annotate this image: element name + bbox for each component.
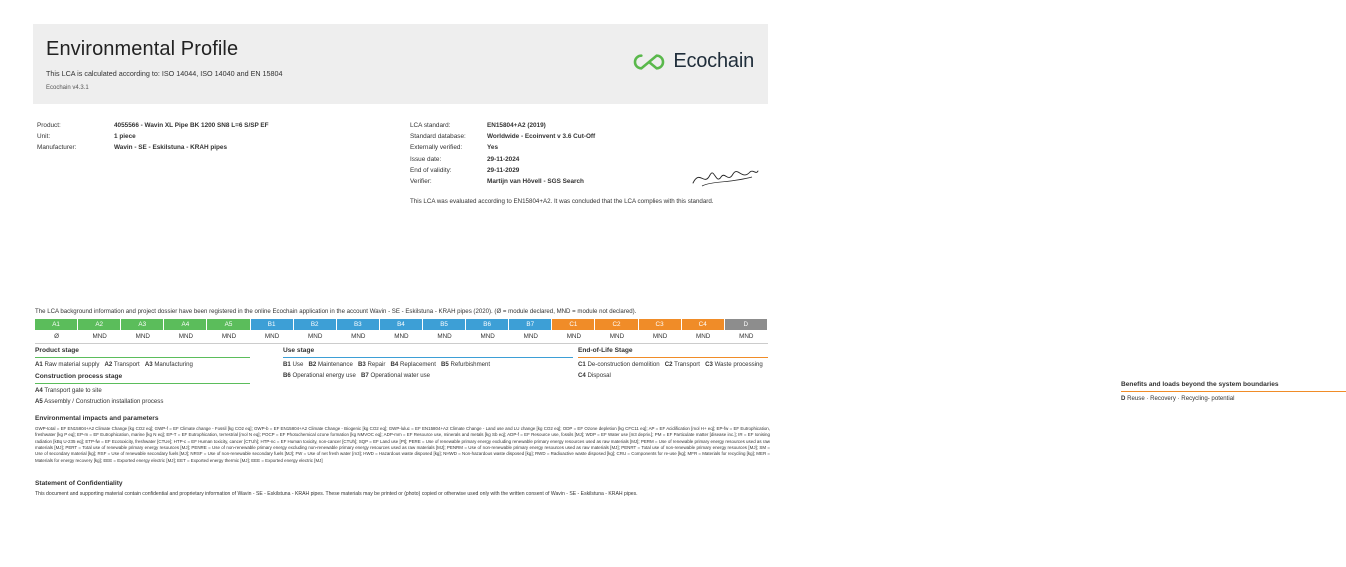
confidentiality-title: Statement of Confidentiality: [35, 480, 123, 487]
module-value-b4: MND: [394, 333, 409, 340]
stage-code: A2: [104, 360, 113, 368]
stage-code: A3: [144, 360, 153, 368]
module-table: [35, 319, 768, 344]
meta-value: Yes: [487, 144, 499, 152]
module-header-c2: C2: [595, 319, 638, 330]
module-header-d: D: [725, 319, 768, 330]
app-version-label: Ecochain v4.3.1: [46, 85, 89, 91]
module-value-c4: MND: [696, 333, 711, 340]
benefits-line: [1121, 395, 1346, 403]
stage-text: Waste processing: [714, 360, 763, 368]
product-stage-title: Product stage: [35, 347, 250, 358]
stage-text: Operational energy use: [292, 371, 356, 379]
module-value-b2: MND: [308, 333, 323, 340]
use-stage-line: [283, 372, 573, 380]
module-value-b6: MND: [480, 333, 495, 340]
meta-value: 1 piece: [114, 133, 136, 141]
module-header-b7: B7: [509, 319, 552, 330]
use-stage-title: Use stage: [283, 347, 573, 358]
stage-text: Manufacturing: [154, 360, 193, 368]
module-header-b6: B6: [466, 319, 509, 330]
meta-label: Manufacturer:: [37, 144, 77, 152]
stage-code: B6: [283, 371, 291, 379]
stage-text: Repair: [367, 360, 386, 368]
meta-row: [37, 122, 367, 129]
module-value-b5: MND: [437, 333, 452, 340]
meta-value: Wavin - SE - Eskilstuna - KRAH pipes: [114, 144, 228, 152]
meta-value: EN15804+A2 (2019): [487, 122, 546, 129]
meta-row: [410, 133, 770, 140]
stage-text: Disposal: [587, 371, 611, 379]
meta-label: LCA standard:: [410, 122, 451, 129]
stage-text: Assembly / Construction installation process: [44, 397, 164, 405]
stage-code: C3: [705, 360, 713, 368]
eol-stage-title: End-of-Life Stage: [578, 347, 768, 358]
header-subtitle: This LCA is calculated according to: ISO 14044, ISO 14040 and EN 15804: [46, 69, 283, 78]
meta-label: Externally verified:: [410, 144, 463, 152]
meta-row: [410, 144, 770, 151]
stage-text: Transport: [113, 360, 140, 368]
confidentiality-body: This document and supporting material contain confidential and proprietary information of Wavin - SE - Eskilstuna - KRAH pipes. These materials may be printed or (photo) copied or otherwise used only with the written consent of Wavin - SE - Eskilstuna - KRAH pipes.: [35, 491, 638, 497]
eol-stage-line: [578, 361, 768, 369]
stage-code: B4: [390, 360, 399, 368]
stage-code: B5: [440, 360, 449, 368]
infinity-loop-icon: [632, 52, 666, 72]
stage-code: D: [1121, 394, 1126, 402]
construction-stage-line: [35, 398, 250, 406]
stage-legend: [35, 347, 1279, 407]
meta-value: 29-11-2024: [487, 155, 520, 163]
stage-code: A5: [35, 397, 43, 405]
module-header-c3: C3: [639, 319, 682, 330]
registration-note: The LCA background information and project dossier have been registered in the online Ecochain application in the account Wavin - SE - Eskilstuna - KRAH pipes (2020). (Ø = module declared, MND = module not declared).: [35, 308, 637, 315]
stage-code: C1: [578, 360, 586, 368]
meta-row: [410, 122, 770, 129]
module-value-a1: Ø: [54, 333, 59, 340]
product-stage-block: [35, 347, 250, 405]
meta-row: [37, 133, 367, 140]
module-value-b3: MND: [351, 333, 366, 340]
meta-label: Issue date:: [410, 155, 442, 163]
meta-row: [37, 144, 367, 151]
stage-text: De-construction demolition: [587, 360, 660, 368]
module-header-b4: B4: [380, 319, 423, 330]
construction-stage-title: Construction process stage: [35, 373, 250, 384]
benefits-title: Benefits and loads beyond the system boundaries: [1121, 381, 1346, 392]
module-value-a2: MND: [92, 333, 107, 340]
stage-text: Operational water use: [370, 371, 431, 379]
page-title: Environmental Profile: [46, 38, 239, 60]
module-value-a3: MND: [135, 333, 150, 340]
meta-label: Unit:: [37, 133, 51, 141]
module-value-c2: MND: [609, 333, 625, 340]
brand-name: Ecochain: [673, 50, 754, 72]
stage-code: B7: [360, 371, 369, 379]
module-header-c4: C4: [682, 319, 725, 330]
module-header-a5: A5: [207, 319, 250, 330]
benefits-block: [1121, 381, 1346, 406]
stage-text: Transport: [674, 360, 700, 368]
module-value-b1: MND: [264, 333, 280, 340]
meta-label: End of validity:: [410, 166, 452, 174]
stage-text: Transport gate to site: [44, 386, 102, 394]
module-header-b3: B3: [337, 319, 380, 330]
stage-code: B3: [357, 360, 366, 368]
stage-code: B2: [308, 360, 317, 368]
meta-label: Verifier:: [410, 177, 432, 185]
meta-value: Worldwide - Ecoinvent v 3.6 Cut-Off: [487, 133, 596, 141]
environmental-impacts-section: [35, 415, 770, 464]
module-table-value-row: [35, 330, 768, 344]
use-stage-block: [283, 347, 573, 383]
meta-label: Product:: [37, 122, 61, 129]
eol-stage-block: [578, 347, 1279, 402]
verification-statement: This LCA was evaluated according to EN15804+A2. It was concluded that the LCA complies with this standard.: [410, 198, 714, 205]
stage-text: Maintenance: [317, 360, 353, 368]
meta-value: 4055566 - Wavin XL Pipe BK 1200 SN8 L=6 S/SP EF: [114, 122, 269, 129]
confidentiality-section: [35, 480, 770, 498]
module-value-c3: MND: [652, 333, 668, 340]
product-stage-line: [35, 361, 250, 369]
meta-value: Martijn van Hövell - SGS Search: [487, 177, 584, 185]
module-header-a4: A4: [164, 319, 207, 330]
verifier-signature-image: [690, 163, 760, 191]
brand-logo: [632, 50, 754, 73]
eol-stage-line: [578, 372, 768, 380]
stage-text: Refurbishment: [450, 360, 491, 368]
module-header-b1: B1: [251, 319, 294, 330]
stage-text: Reuse · Recovery · Recycling- potential: [1127, 394, 1235, 402]
module-value-c1: MND: [566, 333, 582, 340]
impacts-abbreviations: GWP-total = EF EN15804+A2 Climate Change [kg CO2 eq]; GWP-f = EF Climate change - Fossil [kg CO2 eq]; GWP-b = EF EN15804+A2 Climate Change - Biogenic [kg CO2 eq]; GWP-luluc = EF EN15804+A2 Climate Change - Land use and LU change [kg CO2 eq]; ODP = EF Ozone depletion [kg CFC11 eq]; AP = EF Acidification [mol H+ eq]; EP-fw = EF Eutrophication, freshwater [kg P eq]; EP-m = EF Eutrophication, marine [kg N eq]; EP-T = EF Eutrophication, terrestrial [mol N eq]; POCP = EF Photochemical ozone formation [kg NMVOC eq]; ADP-mm = EF Resource use, minerals and metals [kg Sb eq]; ADP-f = EF Resource use, fossils [MJ]; WDP = EF Water use [m3 depriv.]; PM = EF Particulate matter [disease inc.]; IR = EF Ionising radiation [kBq U-235 eq]; ETP-fw = EF Ecotoxicity, freshwater [CTUe]; HTP-c = EF Human toxicity, cancer [CTUh]; HTP-nc = EF Human toxicity, non-cancer [CTUh]; SQP = EF Land use [Pt]; PERE = Use of renewable primary energy excluding renewable primary energy resources used as raw materials [MJ]; PERM = Use of renewable primary energy resources used as raw materials [MJ]; PERT = Total use of renewable primary energy resources [MJ]; PENRE = Use of non-renewable primary energy excluding non-renewable primary energy resources used as raw materials [MJ]; PENRM = Use of non-renewable primary energy resources used as raw materials [MJ]; PENRT = Total use of non-renewable primary energy resources [MJ]; SM = Use of secondary material [kg]; RSF = Use of renewable secondary fuels [MJ]; NRSF = Use of non-renewable secondary fuels [MJ]; FW = Use of net fresh water [m3]; HWD = Hazardous waste disposed [kg]; NHWD = Non-hazardous waste disposed [kg]; RWD = Radioactive waste disposed [kg]; CRU = Components for re-use [kg]; MFR = Materials for recycling [kg]; MER = Materials for energy recovery [kg]; EEE = Exported energy electric [MJ]; EET = Exported energy thermic [MJ]; EEE = Exported energy electric [MJ]: [35, 426, 770, 463]
module-value-d: MND: [739, 333, 754, 340]
module-table-header-row: [35, 319, 768, 330]
stage-text: Raw material supply: [44, 360, 100, 368]
use-stage-line: [283, 361, 573, 369]
meta-value: 29-11-2029: [487, 166, 520, 174]
impacts-title: Environmental impacts and parameters: [35, 415, 159, 422]
construction-process-block: [35, 373, 250, 409]
meta-label: Standard database:: [410, 133, 466, 141]
stage-text: Replacement: [399, 360, 436, 368]
meta-row: [410, 156, 770, 163]
module-value-b7: MND: [523, 333, 538, 340]
construction-stage-line: [35, 387, 250, 395]
stage-code: C4: [578, 371, 586, 379]
module-header-a3: A3: [121, 319, 164, 330]
product-meta-list: [37, 122, 367, 156]
module-header-c1: C1: [552, 319, 595, 330]
module-value-a5: MND: [221, 333, 237, 340]
module-header-a1: A1: [35, 319, 78, 330]
stage-code: A1: [35, 360, 43, 368]
document-header: [33, 24, 768, 104]
module-header-b2: B2: [294, 319, 337, 330]
stage-text: Use: [292, 360, 304, 368]
module-header-a2: A2: [78, 319, 121, 330]
stage-code: B1: [283, 360, 291, 368]
stage-code: C2: [664, 360, 673, 368]
module-value-a4: MND: [178, 333, 194, 340]
module-header-b5: B5: [423, 319, 466, 330]
stage-code: A4: [35, 386, 43, 394]
